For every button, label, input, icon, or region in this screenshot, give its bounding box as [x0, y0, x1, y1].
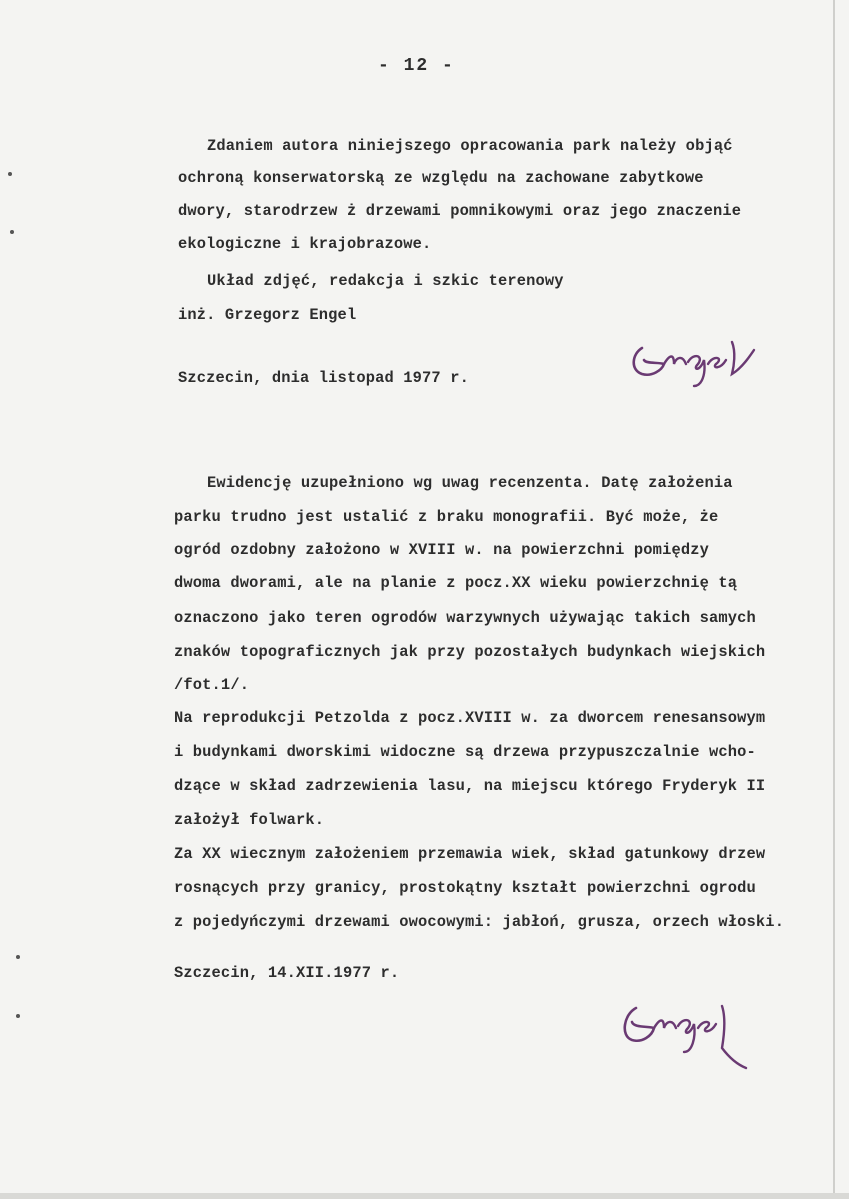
margin-mark	[8, 172, 12, 176]
text-line: z pojedyńczymi drzewami owocowymi: jabłoń, grusza, orzech włoski.	[174, 913, 785, 931]
text-line: rosnących przy granicy, prostokątny kształt powierzchni ogrodu	[174, 879, 756, 897]
text-line: założył folwark.	[174, 811, 325, 829]
text-line: Na reprodukcji Petzolda z pocz.XVIII w. za dworcem renesansowym	[174, 709, 766, 727]
text-line: znaków topograficznych jak przy pozostałych budynkach wiejskich	[174, 643, 766, 661]
text-line: Za XX wiecznym założeniem przemawia wiek, skład gatunkowy drzew	[174, 845, 766, 863]
signature	[618, 992, 768, 1072]
text-line: dwory, starodrzew ż drzewami pomnikowymi oraz jego znaczenie	[178, 202, 742, 220]
date-line: Szczecin, dnia listopad 1977 r.	[178, 369, 469, 387]
text-line: Zdaniem autora niniejszego opracowania park należy objąć	[207, 137, 733, 155]
date-line: Szczecin, 14.XII.1977 r.	[174, 964, 400, 982]
text-line: i budynkami dworskimi widoczne są drzewa przypuszczalnie wcho-	[174, 743, 756, 761]
text-line: ogród ozdobny założono w XVIII w. na powierzchni pomiędzy	[174, 541, 709, 559]
text-line: Układ zdjęć, redakcja i szkic terenowy	[207, 272, 564, 290]
author-line: inż. Grzegorz Engel	[178, 306, 357, 324]
text-line: ochroną konserwatorską ze względu na zachowane zabytkowe	[178, 169, 704, 187]
page-number: - 12 -	[378, 56, 455, 76]
text-line: Ewidencję uzupełniono wg uwag recenzenta. Datę założenia	[207, 474, 733, 492]
signature	[628, 330, 778, 390]
text-line: dwoma dworami, ale na planie z pocz.XX wieku powierzchnię tą	[174, 574, 738, 592]
margin-mark	[10, 230, 14, 234]
margin-mark	[16, 1014, 20, 1018]
text-line: oznaczono jako teren ogrodów warzywnych używając takich samych	[174, 609, 756, 627]
text-line: ekologiczne i krajobrazowe.	[178, 235, 432, 253]
text-line: parku trudno jest ustalić z braku monografii. Być może, że	[174, 508, 719, 526]
margin-mark	[16, 955, 20, 959]
text-line: dzące w skład zadrzewienia lasu, na miejscu którego Fryderyk II	[174, 777, 766, 795]
page-edge	[833, 0, 835, 1199]
bottom-strip	[0, 1193, 849, 1199]
text-line: /fot.1/.	[174, 676, 250, 694]
